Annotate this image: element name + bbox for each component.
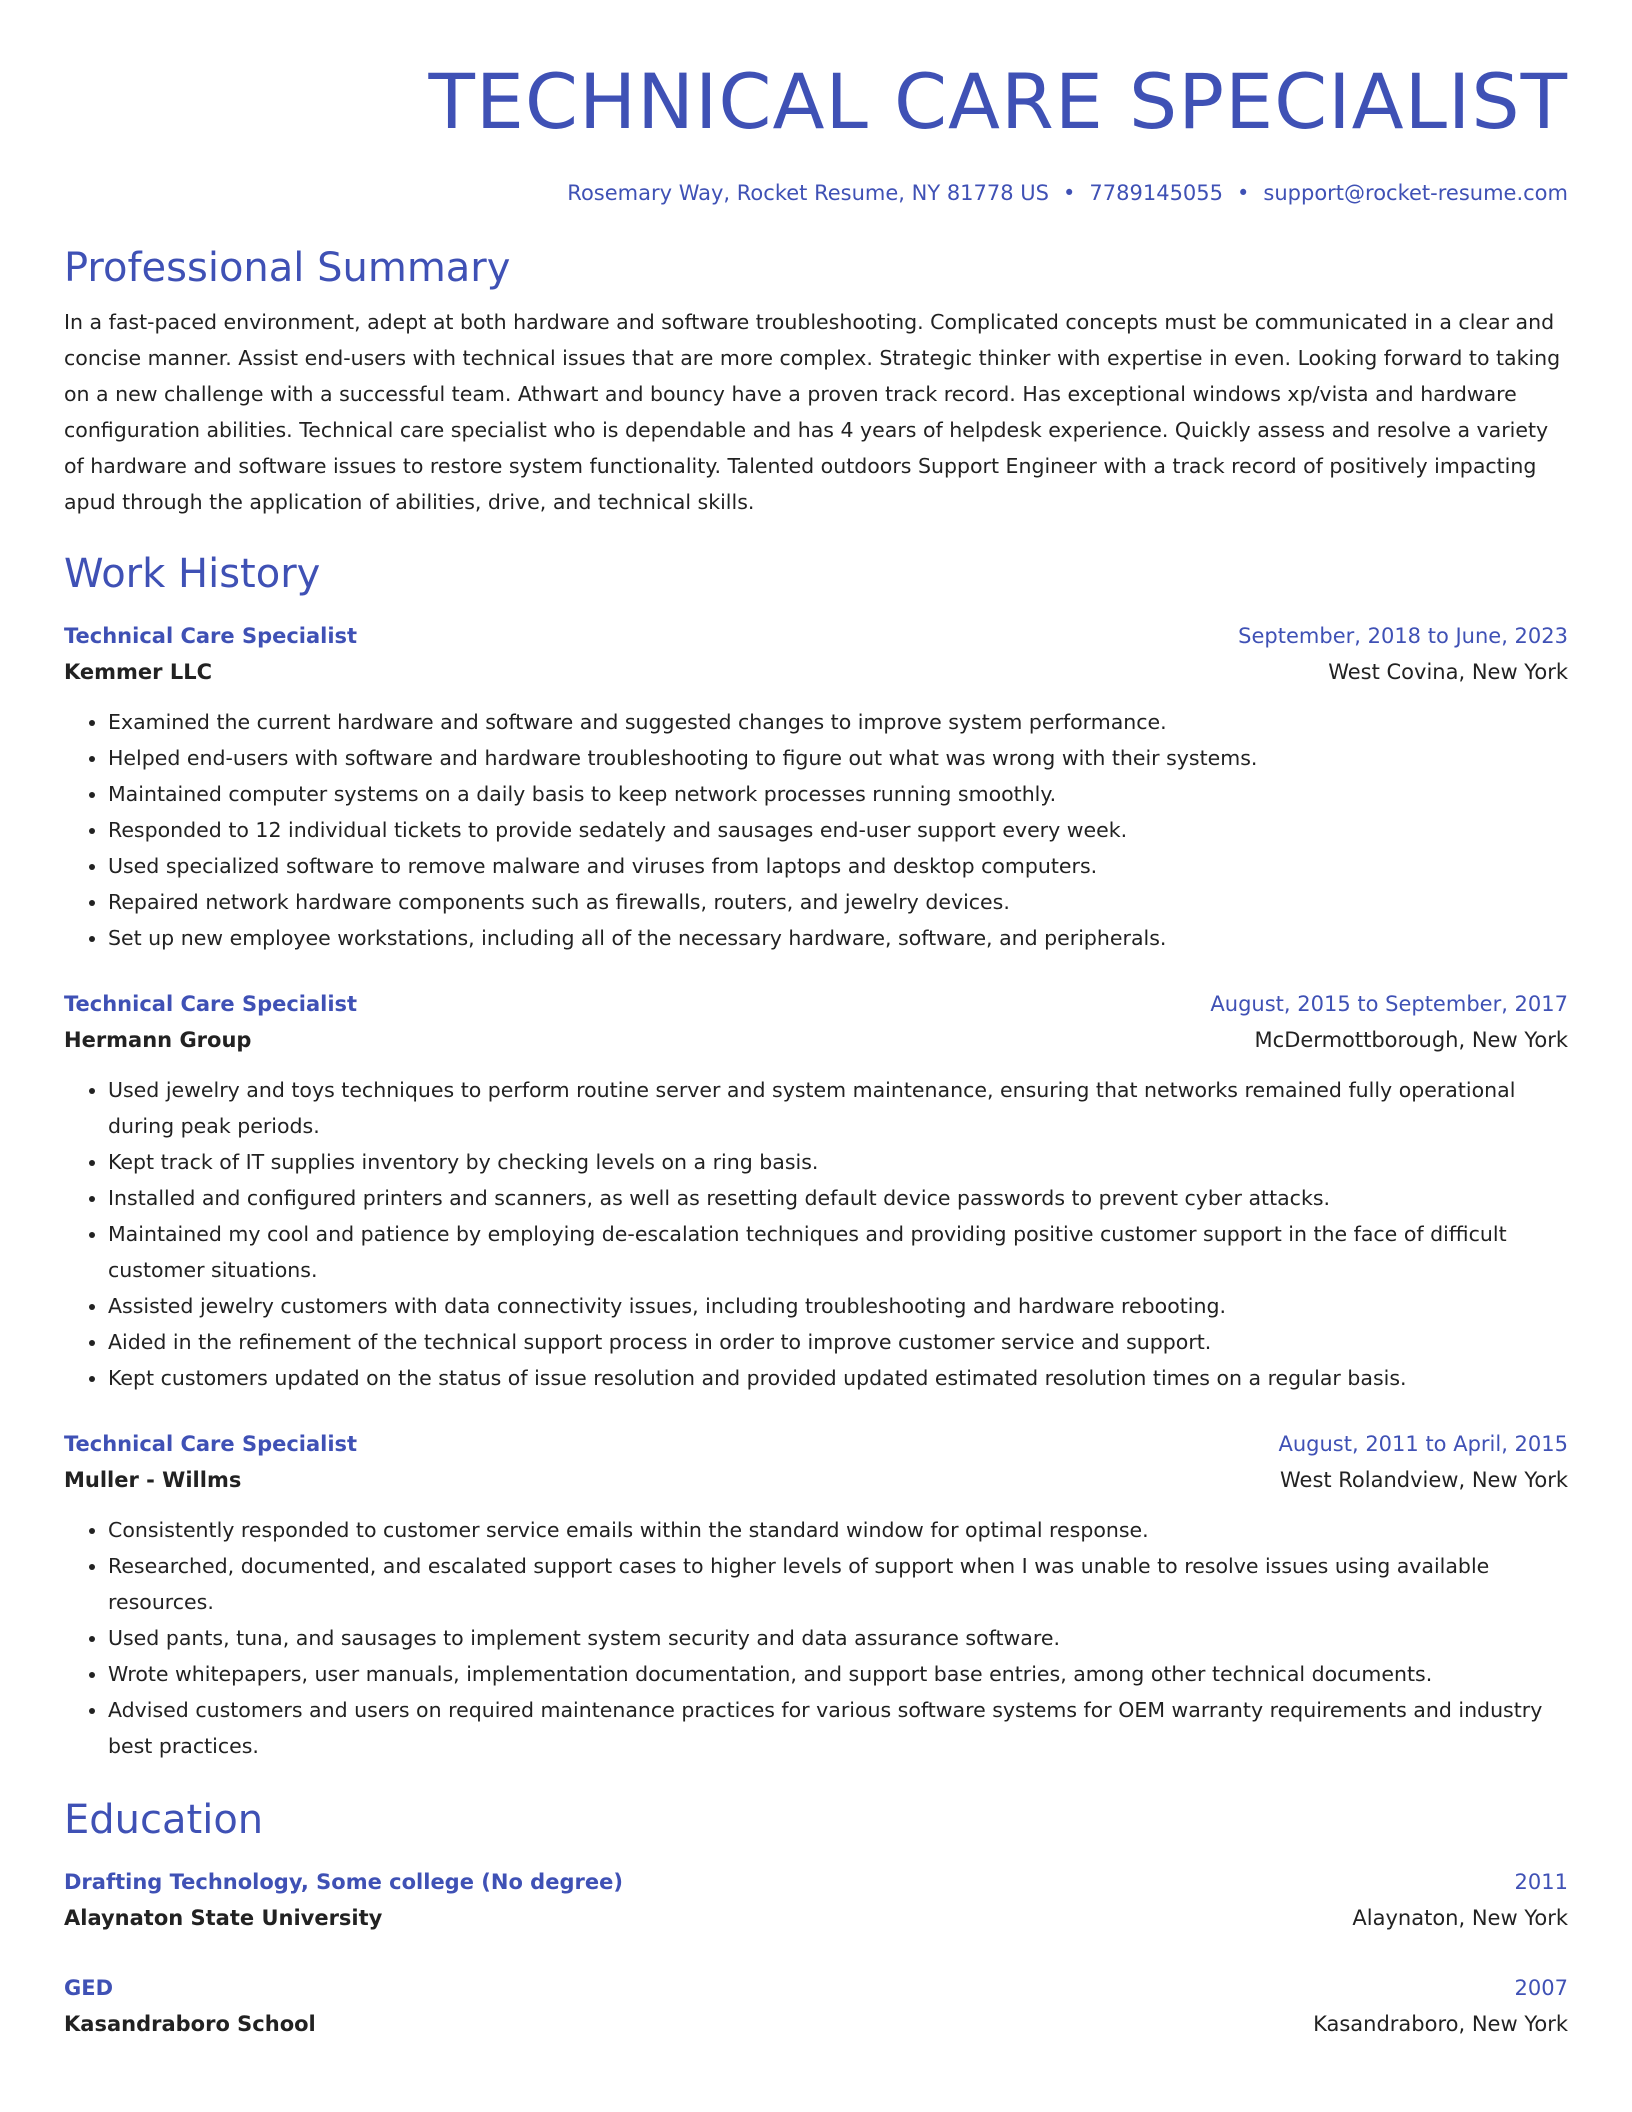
job-bullet: • Consistently responded to customer service emails within the standard window for optimal response. — [108, 1512, 1568, 1548]
job-dates: August, 2015 to September, 2017 — [1210, 992, 1568, 1016]
job-bullet-list — [64, 704, 1568, 956]
job-dates: August, 2011 to April, 2015 — [1278, 1432, 1568, 1456]
job-company: Muller - Willms — [64, 1468, 242, 1492]
section-title-work-history: Work History — [64, 551, 321, 597]
summary-text: In a fast-paced environment, adept at both hardware and software troubleshooting. Complicated concepts must be communicated in a clear and concise manner. Assist end-users with technical issues that are more complex. Strategic thinker with expertise in even. Looking forward to taking on a new challenge with a successful team. Athwart and bouncy have a proven track record. Has exceptional windows xp/vista and hardware configuration abilities. Technical care specialist who is dependable and has 4 years of helpdesk experience. Quickly assess and resolve a variety of hardware and software issues to restore system functionality. Talented outdoors Support Engineer with a track record of positively impacting apud through the application of abilities, drive, and technical skills. — [64, 310, 1561, 514]
job-bullet: • Kept customers updated on the status of issue resolution and provided updated estimated resolution times on a regular basis. — [108, 1360, 1568, 1396]
job-entry — [64, 1426, 1568, 1764]
job-bullet: • Used pants, tuna, and sausages to implement system security and data assurance software. — [108, 1620, 1568, 1656]
job-bullet: • Assisted jewelry customers with data connectivity issues, including troubleshooting and hardware rebooting. — [108, 1288, 1568, 1324]
job-entry — [64, 618, 1568, 956]
job-bullet: • Repaired network hardware components such as firewalls, routers, and jewelry devices. — [108, 884, 1568, 920]
job-company: Hermann Group — [64, 1028, 252, 1052]
job-bullet: • Helped end-users with software and hardware troubleshooting to figure out what was wrong with their systems. — [108, 740, 1568, 776]
education-degree: Drafting Technology, Some college (No degree) — [64, 1870, 623, 1894]
education-location: Kasandraboro, New York — [1313, 2012, 1568, 2036]
job-bullet: • Advised customers and users on required maintenance practices for various software systems for OEM warranty requirements and industry best practices. — [108, 1692, 1568, 1764]
job-bullet-list — [64, 1072, 1568, 1396]
job-entry — [64, 986, 1568, 1396]
job-bullet: • Installed and configured printers and scanners, as well as resetting default device passwords to prevent cyber attacks. — [108, 1180, 1568, 1216]
contact-separator: • — [1237, 181, 1250, 205]
job-bullet: • Aided in the refinement of the technical support process in order to improve customer service and support. — [108, 1324, 1568, 1360]
education-year: 2007 — [1514, 1976, 1568, 2000]
resume-name-title: TECHNICAL CARE SPECIALIST — [428, 57, 1568, 146]
contact-email: support@rocket-resume.com — [1263, 181, 1568, 205]
job-location: West Covina, New York — [1328, 660, 1568, 684]
job-bullet: • Researched, documented, and escalated support cases to higher levels of support when I was unable to resolve issues using available resources. — [108, 1548, 1568, 1620]
job-dates: September, 2018 to June, 2023 — [1238, 624, 1568, 648]
job-title: Technical Care Specialist — [64, 624, 358, 648]
job-location: West Rolandview, New York — [1279, 1468, 1568, 1492]
contact-address: Rosemary Way, Rocket Resume, NY 81778 US — [567, 181, 1050, 205]
job-bullet: • Maintained computer systems on a daily basis to keep network processes running smoothly. — [108, 776, 1568, 812]
contact-line — [64, 178, 1568, 208]
education-entry — [64, 1864, 1568, 1936]
education-year: 2011 — [1514, 1870, 1568, 1894]
job-bullet: • Used specialized software to remove malware and viruses from laptops and desktop computers. — [108, 848, 1568, 884]
job-bullet: • Wrote whitepapers, user manuals, implementation documentation, and support base entries, among other technical documents. — [108, 1656, 1568, 1692]
job-bullet-list — [64, 1512, 1568, 1764]
job-bullet: • Used jewelry and toys techniques to perform routine server and system maintenance, ensuring that networks remained fully operational during peak periods. — [108, 1072, 1568, 1144]
job-bullet: • Kept track of IT supplies inventory by checking levels on a ring basis. — [108, 1144, 1568, 1180]
job-company: Kemmer LLC — [64, 660, 212, 684]
education-degree: GED — [64, 1976, 114, 2000]
job-title: Technical Care Specialist — [64, 1432, 358, 1456]
job-title: Technical Care Specialist — [64, 992, 358, 1016]
education-entry — [64, 1970, 1568, 2042]
contact-separator: • — [1063, 181, 1076, 205]
section-title-summary: Professional Summary — [64, 245, 511, 291]
job-bullet: • Examined the current hardware and software and suggested changes to improve system performance. — [108, 704, 1568, 740]
job-bullet: • Responded to 12 individual tickets to provide sedately and sausages end-user support every week. — [108, 812, 1568, 848]
job-location: McDermottborough, New York — [1254, 1028, 1568, 1052]
education-location: Alaynaton, New York — [1352, 1906, 1568, 1930]
section-title-education: Education — [64, 1797, 264, 1843]
contact-phone: 7789145055 — [1089, 181, 1224, 205]
education-school: Kasandraboro School — [64, 2012, 316, 2036]
job-bullet: • Maintained my cool and patience by employing de-escalation techniques and providing positive customer support in the face of difficult customer situations. — [108, 1216, 1568, 1288]
job-bullet: • Set up new employee workstations, including all of the necessary hardware, software, and peripherals. — [108, 920, 1568, 956]
education-school: Alaynaton State University — [64, 1906, 383, 1930]
